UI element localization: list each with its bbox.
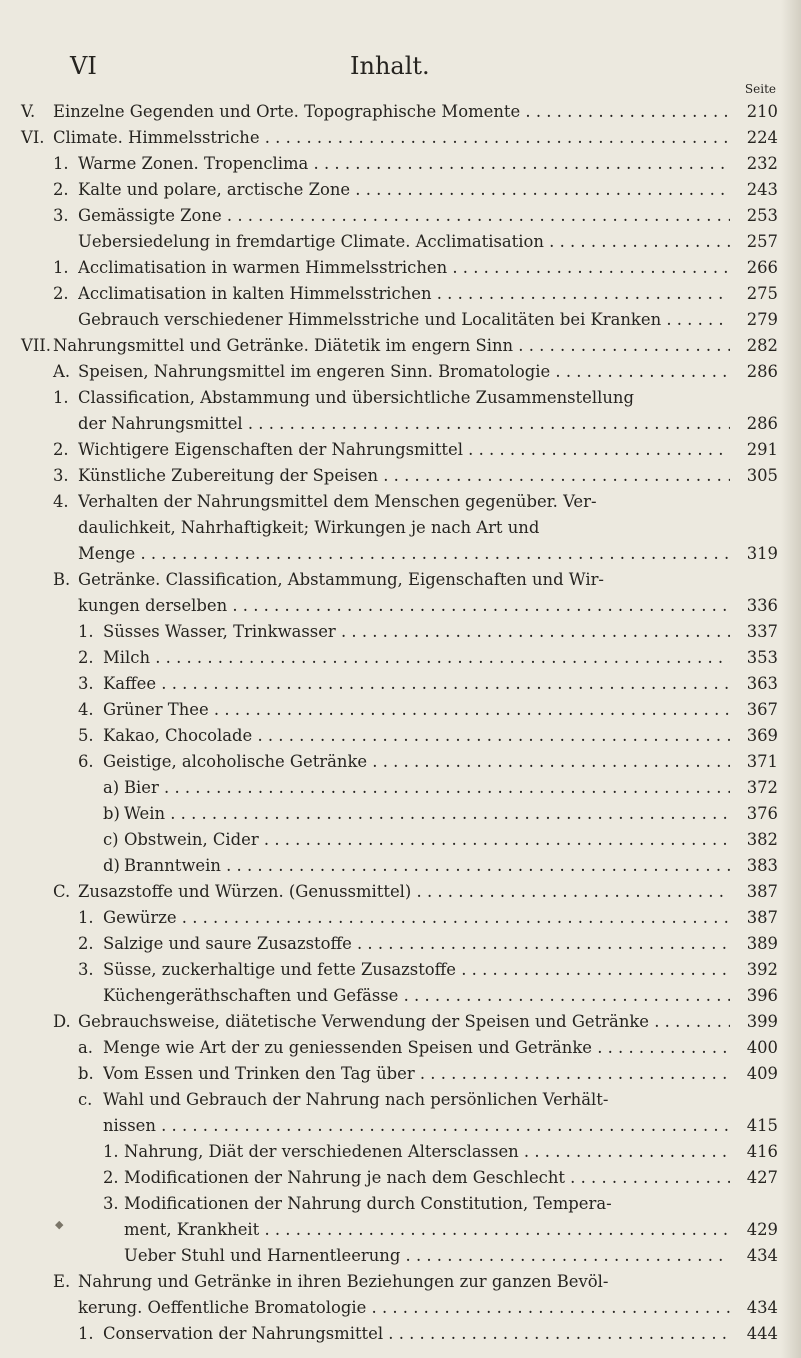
toc-entry-page: 427: [746, 1168, 778, 1187]
toc-entry-text: Acclimatisation in kalten Himmelsstrichen . . .: [78, 281, 730, 307]
toc-entry-page: 400: [746, 1038, 778, 1057]
toc-entry: [0, 1217, 801, 1243]
toc-entry: [0, 983, 801, 1009]
toc-entry-label: B.: [53, 570, 71, 589]
toc-entry-text: Gebrauch verschiedener Himmelsstriche und Localitäten bei Kranken . . .: [78, 307, 730, 333]
toc-entry-page: 282: [746, 336, 778, 355]
toc-entry-text: Menge wie Art der zu geniessenden Speisen und Getränke . . .: [103, 1035, 730, 1061]
toc-entry-text: Nahrungsmittel und Getränke. Diätetik im engern Sinn . . .: [53, 333, 730, 359]
toc-entry: [0, 619, 801, 645]
toc-entry-label: 2.: [78, 648, 94, 667]
toc-entry-label: 6.: [78, 752, 94, 771]
toc-entry: [0, 645, 801, 671]
toc-entry: [0, 1087, 801, 1113]
toc-entry-text: Wichtigere Eigenschaften der Nahrungsmittel . . .: [78, 437, 730, 463]
toc-entry-page: 275: [746, 284, 778, 303]
toc-entry-page: 224: [746, 128, 778, 147]
toc-entry-text: Künstliche Zubereitung der Speisen . . .: [78, 463, 730, 489]
toc-entry-page: 434: [746, 1246, 778, 1265]
toc-entry-page: 399: [746, 1012, 778, 1031]
toc-entry-label: VII.: [21, 336, 51, 355]
page-title: Inhalt.: [350, 52, 430, 80]
toc-entry: [0, 1165, 801, 1191]
toc-entry-page: 243: [746, 180, 778, 199]
toc-entry-page: 363: [746, 674, 778, 693]
toc-entry-page: 367: [746, 700, 778, 719]
toc-entry-page: 396: [746, 986, 778, 1005]
toc-entry-text: Gemässigte Zone . . .: [78, 203, 730, 229]
toc-entry: [0, 749, 801, 775]
toc-entry: [0, 151, 801, 177]
toc-entry-page: 383: [746, 856, 778, 875]
toc-entry-label: 1.: [103, 1142, 119, 1161]
toc-entry: [0, 1113, 801, 1139]
seite-column-header: Seite: [744, 82, 776, 96]
toc-entry-text: Grüner Thee . . .: [103, 697, 730, 723]
toc-entry: [0, 281, 801, 307]
toc-entry: [0, 801, 801, 827]
toc-entry-text: Climate. Himmelsstriche . . .: [53, 125, 730, 151]
toc-entry-text: Küchengeräthschaften und Gefässe . . .: [103, 983, 730, 1009]
toc-entry-page: 319: [746, 544, 778, 563]
toc-entry-page: 353: [746, 648, 778, 667]
toc-entry: [0, 931, 801, 957]
toc-entry-text: Vom Essen und Trinken den Tag über . . .: [103, 1061, 730, 1087]
toc-entry-label: c): [103, 830, 119, 849]
toc-entry-label: VI.: [21, 128, 45, 147]
toc-entry: [0, 1269, 801, 1295]
toc-entry-text: Einzelne Gegenden und Orte. Topographische Momente . . .: [53, 99, 730, 125]
toc-entry: [0, 957, 801, 983]
toc-entry-page: 416: [746, 1142, 778, 1161]
toc-entry: [0, 515, 801, 541]
toc-entry: [0, 541, 801, 567]
toc-entry: [0, 411, 801, 437]
toc-entry-label: b.: [78, 1064, 94, 1083]
toc-entry-text: nissen . . .: [103, 1113, 730, 1139]
toc-entry-text: Classification, Abstammung und übersichtliche Zusammenstellung: [78, 388, 634, 407]
toc-entry-label: E.: [53, 1272, 71, 1291]
toc-entry-label: c.: [78, 1090, 93, 1109]
toc-entry-text: Bier . . .: [124, 775, 730, 801]
toc-entry-page: 279: [746, 310, 778, 329]
toc-entry-page: 305: [746, 466, 778, 485]
toc-entry-text: Kaffee . . .: [103, 671, 730, 697]
toc-entry: [0, 1191, 801, 1217]
toc-entry-text: Gebrauchsweise, diätetische Verwendung der Speisen und Getränke . . .: [78, 1009, 730, 1035]
toc-entry-label: D.: [53, 1012, 71, 1031]
toc-entry-label: C.: [53, 882, 71, 901]
toc-entry-text: Modificationen der Nahrung durch Constitution, Tempera-: [124, 1194, 612, 1213]
toc-entry-label: 5.: [78, 726, 94, 745]
toc-entry-label: 1.: [78, 908, 94, 927]
toc-entry-text: ment, Krankheit . . .: [124, 1217, 730, 1243]
toc-entry-label: 3.: [53, 466, 69, 485]
toc-entry: [0, 1009, 801, 1035]
toc-entry: [0, 879, 801, 905]
toc-entry: [0, 489, 801, 515]
toc-entry-label: V.: [21, 102, 36, 121]
toc-entry: [0, 203, 801, 229]
page-number-roman: VI: [70, 52, 97, 80]
toc-entry-label: 3.: [103, 1194, 119, 1213]
toc-entry: [0, 671, 801, 697]
toc-entry-page: 409: [746, 1064, 778, 1083]
toc-entry: [0, 229, 801, 255]
toc-entry-label: 1.: [78, 1324, 94, 1343]
toc-entry-text: kungen derselben . . .: [78, 593, 730, 619]
toc-entry-text: Süsses Wasser, Trinkwasser . . .: [103, 619, 730, 645]
toc-entry-page: 232: [746, 154, 778, 173]
toc-entry-label: 3.: [78, 674, 94, 693]
toc-entry-page: 266: [746, 258, 778, 277]
toc-entry-text: Modificationen der Nahrung je nach dem Geschlecht . . .: [124, 1165, 730, 1191]
toc-entry-label: 4.: [78, 700, 94, 719]
toc-entry-label: A.: [53, 362, 71, 381]
toc-entry-text: Wein . . .: [124, 801, 730, 827]
toc-entry: [0, 567, 801, 593]
toc-entry: [0, 827, 801, 853]
toc-entry-label: 4.: [53, 492, 69, 511]
toc-entry: [0, 1061, 801, 1087]
toc-entry-page: 372: [746, 778, 778, 797]
toc-entry: [0, 307, 801, 333]
toc-entry-text: Geistige, alcoholische Getränke . . .: [103, 749, 730, 775]
toc-entry-label: b): [103, 804, 120, 823]
toc-entry: [0, 177, 801, 203]
toc-entry-text: Verhalten der Nahrungsmittel dem Menschen gegenüber. Ver-: [78, 492, 597, 511]
toc-entry: [0, 125, 801, 151]
toc-entry: [0, 1295, 801, 1321]
toc-entry: [0, 775, 801, 801]
toc-entry-text: Nahrung und Getränke in ihren Beziehungen zur ganzen Bevöl-: [78, 1272, 609, 1291]
toc-entry: [0, 385, 801, 411]
toc-entry-text: kerung. Oeffentliche Bromatologie . . .: [78, 1295, 730, 1321]
toc-entry-text: Ueber Stuhl und Harnentleerung . . .: [124, 1243, 730, 1269]
toc-entry: [0, 255, 801, 281]
toc-entry-text: Obstwein, Cider . . .: [124, 827, 730, 853]
toc-entry-text: Speisen, Nahrungsmittel im engeren Sinn. Bromatologie . . .: [78, 359, 730, 385]
toc-entry-label: 1.: [53, 388, 69, 407]
toc-entry-text: Uebersiedelung in fremdartige Climate. Acclimatisation . . .: [78, 229, 730, 255]
toc-entry-page: 392: [746, 960, 778, 979]
toc-entry-text: Menge . . .: [78, 541, 730, 567]
toc-entry-page: 371: [746, 752, 778, 771]
page-edge-shadow: [781, 0, 801, 1358]
toc-entry-page: 444: [746, 1324, 778, 1343]
toc-entry-label: 2.: [53, 440, 69, 459]
toc-entry-label: 2.: [53, 180, 69, 199]
toc-entry-text: daulichkeit, Nahrhaftigkeit; Wirkungen je nach Art und: [78, 518, 540, 537]
toc-entry-label: 1.: [78, 622, 94, 641]
toc-entry-page: 415: [746, 1116, 778, 1135]
toc-entry-text: Acclimatisation in warmen Himmelsstrichen . . .: [78, 255, 730, 281]
toc-entry-page: 376: [746, 804, 778, 823]
toc-entry-page: 387: [746, 908, 778, 927]
toc-entry: [0, 1139, 801, 1165]
toc-entry-label: 3.: [78, 960, 94, 979]
toc-entry: [0, 905, 801, 931]
toc-entry-text: Conservation der Nahrungsmittel . . .: [103, 1321, 730, 1347]
toc-entry-page: 210: [746, 102, 778, 121]
toc-entry-text: Zusazstoffe und Würzen. (Genussmittel) . . .: [78, 879, 730, 905]
toc-entry-text: der Nahrungsmittel . . .: [78, 411, 730, 437]
toc-entry-text: Kalte und polare, arctische Zone . . .: [78, 177, 730, 203]
toc-entry-text: Gewürze . . .: [103, 905, 730, 931]
toc-entry-label: 2.: [78, 934, 94, 953]
toc-entry-label: a.: [78, 1038, 93, 1057]
toc-entry-label: 1.: [53, 258, 69, 277]
toc-entry-label: 2.: [53, 284, 69, 303]
toc-entry-page: 387: [746, 882, 778, 901]
toc-entry: [0, 593, 801, 619]
toc-entry-label: 3.: [53, 206, 69, 225]
toc-entry-text: Nahrung, Diät der verschiedenen Altersclassen . . .: [124, 1139, 730, 1165]
toc-entry: [0, 359, 801, 385]
toc-entry: [0, 697, 801, 723]
toc-entry-label: a): [103, 778, 120, 797]
toc-entry-label: 2.: [103, 1168, 119, 1187]
toc-entry-label: d): [103, 856, 120, 875]
toc-entry-text: Salzige und saure Zusazstoffe . . .: [103, 931, 730, 957]
toc-entry: [0, 853, 801, 879]
toc-entry: [0, 723, 801, 749]
toc-entry: [0, 1243, 801, 1269]
toc-entry-text: Süsse, zuckerhaltige und fette Zusazstoffe . . .: [103, 957, 730, 983]
toc-entry-page: 389: [746, 934, 778, 953]
toc-entry: [0, 99, 801, 125]
toc-entry-label: 1.: [53, 154, 69, 173]
toc-entry-text: Getränke. Classification, Abstammung, Eigenschaften und Wir-: [78, 570, 604, 589]
toc-entry-page: 257: [746, 232, 778, 251]
toc-entry-page: 286: [746, 414, 778, 433]
toc-entry-page: 253: [746, 206, 778, 225]
toc-entry-text: Warme Zonen. Tropenclima . . .: [78, 151, 730, 177]
toc-entry-text: Branntwein . . .: [124, 853, 730, 879]
toc-entry-page: 369: [746, 726, 778, 745]
toc-entry-page: 336: [746, 596, 778, 615]
toc-entry-text: Milch . . .: [103, 645, 730, 671]
ink-spot-marker: ◆: [55, 1218, 64, 1231]
toc-entry-page: 291: [746, 440, 778, 459]
toc-entry: [0, 333, 801, 359]
toc-entry-text: Kakao, Chocolade . . .: [103, 723, 730, 749]
toc-entry: [0, 1035, 801, 1061]
toc-entry-page: 429: [746, 1220, 778, 1239]
toc-entry: [0, 1321, 801, 1347]
toc-entry-page: 434: [746, 1298, 778, 1317]
toc-entry-page: 337: [746, 622, 778, 641]
toc-entry-text: Wahl und Gebrauch der Nahrung nach persönlichen Verhält-: [103, 1090, 609, 1109]
toc-entry: [0, 437, 801, 463]
toc-entry-page: 382: [746, 830, 778, 849]
toc-entry-page: 286: [746, 362, 778, 381]
toc-entry: [0, 463, 801, 489]
